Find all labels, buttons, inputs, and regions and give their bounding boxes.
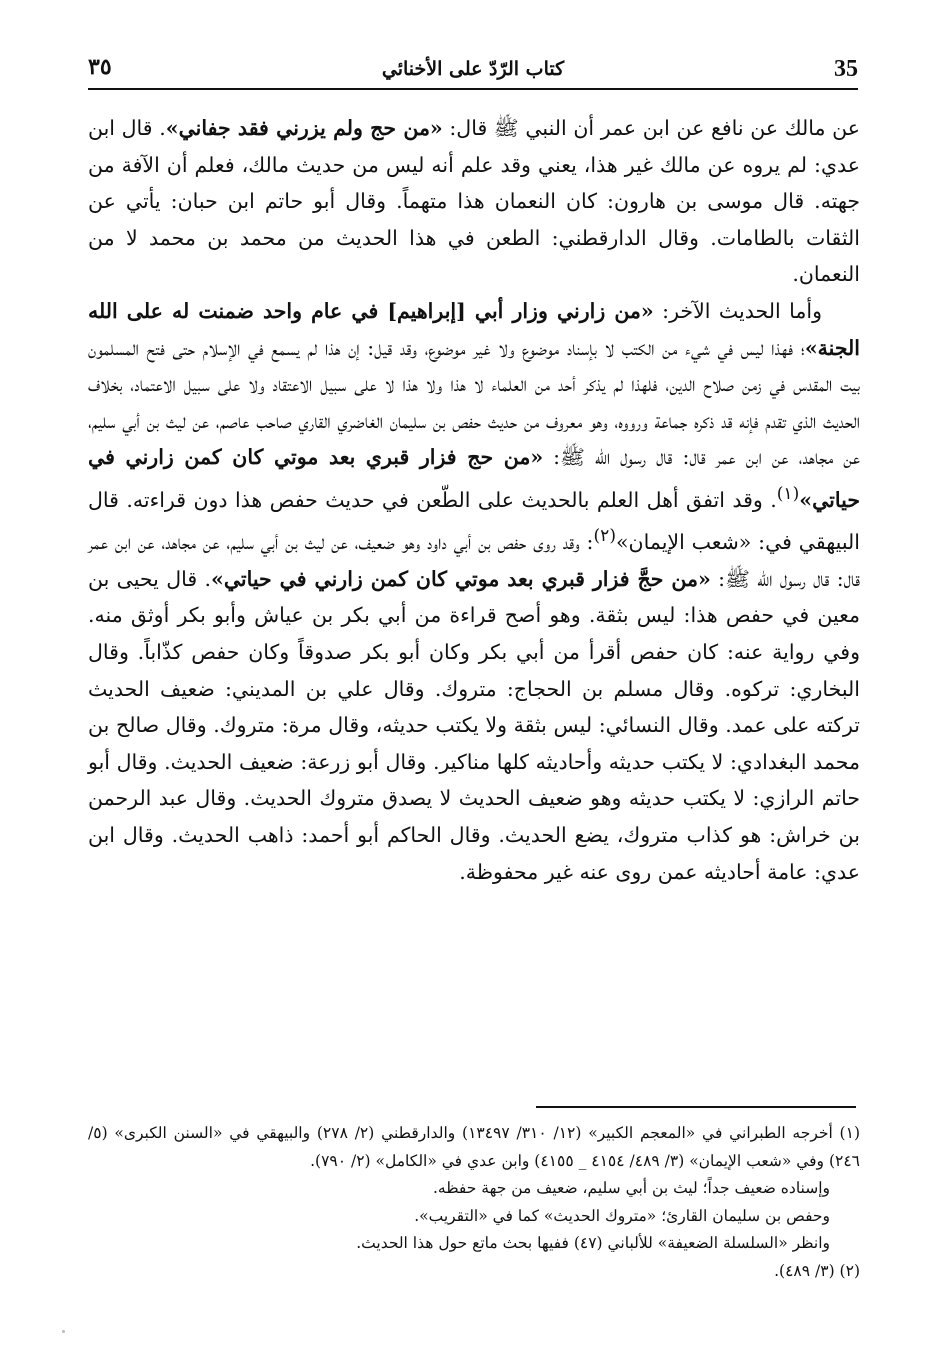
scan-speck — [62, 1330, 65, 1333]
footnote-1: (١) أخرجه الطبراني في «المعجم الكبير» (١٢/ ٣١٠/ ١٣٤٩٧) والدارقطني (٢/ ٢٧٨) والبيهقي في «السنن الكبرى» (٥/ ٢٤٦) وفي «شعب الإيمان» (٣/ ٤٨٩/ ٤١٥٤ _ ٤١٥٥) وابن عدي في «الكامل» (٢/ ٧٩٠). — [88, 1124, 860, 1170]
footnote-rule — [536, 1106, 856, 1108]
footnote-1-line-b: وإسناده ضعيف جداً؛ ليث بن أبي سليم، ضعيف من جهة حفظه. — [432, 1179, 830, 1197]
page-header — [88, 50, 858, 90]
footnotes — [88, 1120, 860, 1285]
footnote-1-line-c: وحفص بن سليمان القارئ؛ «متروك الحديث» كما في «التقريب». — [414, 1206, 830, 1225]
main-text — [88, 110, 860, 890]
footnote-ref-2[interactable]: (٢) — [593, 526, 616, 547]
header-rule — [88, 88, 858, 90]
p2-rest: . قال يحيى بن معين في حفص هذا: ليس بثقة. وهو أصح قراءة من أبي بكر بن عياش وأبو بكر أوثق منه. وفي رواية عنه: كان حفص أقرأ من أبي بكر وكان أبو بكر صدوقاً وكان حفص كذّاباً. وقال البخاري: تركوه. وقال مسلم بن الحجاج: متروك. وقال علي بن المديني: ضعيف الحديث تركته على عمد. وقال النسائي: ليس بثقة ولا يكتب حديثه، وقال مرة: متروك. وقال صالح بن محمد البغدادي: لا يكتب حديثه وأحاديثه كلها مناكير. وقال أبو زرعة: ضعيف الحديث. وقال أبو حاتم الرازي: لا يكتب حديثه وهو ضعيف الحديث لا يصدق متروك الحديث. وقال عبد الرحمن بن خراش: هو كذاب متروك، يضع الحديث. وقال الحاكم أبو أحمد: ذاهب الحديث. وقال ابن عدي: عامة أحاديثه عمن روى عنه غير محفوظة. — [88, 566, 860, 884]
footnote-1-line-d: وانظر «السلسلة الضعيفة» للألباني (٤٧) ففيها بحث ماتع حول هذا الحديث. — [356, 1234, 830, 1252]
p2-text-2: . وقد اتفق أهل العلم بالحديث على الطّعن في حديث حفص هذا دون قراءته. قال البيهقي في: «شعب الإيمان» — [88, 487, 861, 555]
p1-hadith-quote: «من حج ولم يزرني فقد جفاني» — [165, 116, 443, 140]
footnote-2: (٢) (٣/ ٤٨٩). — [774, 1261, 860, 1280]
paragraph-2 — [88, 293, 860, 890]
p2-intro: وأما الحديث الآخر: — [653, 298, 822, 323]
p1-rest: . قال ابن عدي: لم يروه عن مالك غير هذا، يعني وقد علم أنه ليس من حديث مالك، فعلم أن الآفة من جهته. قال موسى بن هارون: كان النعمان هذا متهماً. وقال أبو حاتم ابن حبان: يأتي عن الثقات بالطامات. وقال الدارقطني: الطعن في هذا الحديث من محمد بن محمد لا من النعمان. — [88, 116, 860, 287]
page-number-latin: 35 — [834, 56, 858, 82]
p2-text-3: : وقد روى حفص بن أبي داود وهو ضعيف، عن ليث بن أبي سليم، عن مجاهد، عن ابن عمر قال: قال رسول الله ﷺ: — [88, 530, 860, 591]
page-number-arabic: ٣٥ — [88, 54, 112, 80]
p2-hadith-quote-1: «من زارني وزار أبي [إبراهيم] في عام واحد ضمنت له على الله الجنة» — [88, 298, 860, 360]
p1-intro: عن مالك عن نافع عن ابن عمر أن النبي ﷺ قال: — [442, 116, 860, 140]
p2-hadith-quote-3: «من حجَّ فزار قبري بعد موتي كان كمن زارني في حياتي» — [211, 566, 711, 591]
p2-hadith-quote-2: «من حج فزار قبري بعد موتي كان كمن زارني في حياتي» — [88, 445, 860, 512]
running-title: كتاب الرّدّ على الأخنائي — [381, 58, 565, 80]
paragraph-1 — [88, 110, 860, 293]
footnote-ref-1[interactable]: (١) — [776, 483, 800, 504]
p2-text-1: ؛ فهذا ليس في شيء من الكتب لا بإسناد موضوع ولا غير موضوع، وقد قيل: إن هذا لم يسمع في الإسلام حتى فتح المسلمون بيت المقدس في زمن صلاح الدين، فلهذا لم يذكر أحد من العلماء لا هذا ولا هذا لا على سبيل الاعتقاد ولا على سبيل الاعتماد، بخلاف الحديث الذي تقدم فإنه قد ذكره جماعة ورووه، وهو معروف من حديث حفص بن سليمان الغاضري القاري صاحب عاصم، عن ليث بن أبي سليم، عن مجاهد، عن ابن عمر قال: قال رسول الله ﷺ: — [88, 335, 860, 470]
